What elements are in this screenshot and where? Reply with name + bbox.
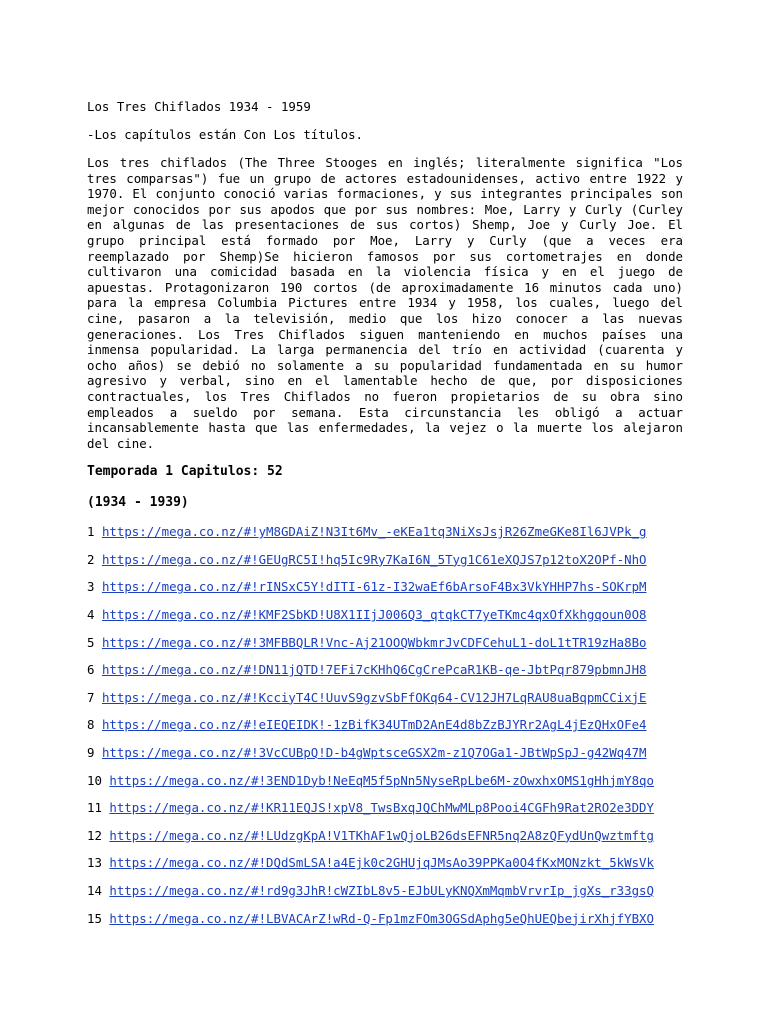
list-item — [87, 910, 683, 938]
episode-link[interactable]: https://mega.co.nz/#!LBVACArZ!wRd-Q-Fp1mzFOm3OGSdAphg5eQhUEQbejirXhjfYBXO — [109, 910, 654, 926]
episode-link[interactable]: https://mega.co.nz/#!KR11EQJS!xpV8_TwsBxqJQChMwMLp8Pooi4CGFh9Rat2RO2e3DDY — [109, 800, 654, 816]
document-page — [87, 98, 683, 937]
episode-link[interactable]: https://mega.co.nz/#!rd9g3JhR!cWZIbL8v5-EJbULyKNQXmMqmbVrvrIp_jgXs_r33gsQ — [109, 883, 654, 898]
list-item — [87, 578, 683, 606]
episode-number: 9 — [87, 745, 95, 761]
episode-number: 10 — [87, 772, 102, 788]
episode-link[interactable]: https://mega.co.nz/#!DQdSmLSA!a4Ejk0c2GHUjqJMsAo39PPKa0O4fKxMONzkt_5kWsVk — [109, 855, 654, 871]
episode-number: 1 — [87, 524, 95, 540]
document-subtitle: -Los capítulos están Con Los títulos. — [87, 127, 364, 142]
episode-link[interactable]: https://mega.co.nz/#!KMF2SbKD!U8X1IIjJ006Q3_qtqkCT7yeTKmc4qxOfXkhgqoun0O8 — [101, 607, 647, 623]
list-item — [87, 772, 683, 800]
episode-number: 4 — [87, 607, 95, 623]
episode-link[interactable]: https://mega.co.nz/#!eIEQEIDK!-1zBifK34UTmD2AnE4d8bZzBJYRr2AgL4jEzQHxOFe4 — [101, 717, 647, 733]
episode-number: 11 — [87, 800, 102, 816]
list-item — [87, 882, 683, 910]
episode-number: 3 — [87, 579, 95, 595]
season-years: (1934 - 1939) — [87, 495, 189, 511]
episode-link[interactable]: https://mega.co.nz/#!KcciyT4C!UuvS9gzvSbFfOKq64-CV12JH7LqRAU8uaBqpmCCixjE — [101, 689, 647, 705]
list-item — [87, 661, 683, 689]
episode-number: 15 — [87, 910, 102, 926]
episode-number: 5 — [87, 634, 95, 650]
episode-link[interactable]: https://mega.co.nz/#!GEUgRC5I!hq5Ic9Ry7KaI6N_5Tyg1C61eXQJS7p12toX2OPf-NhO — [101, 551, 647, 567]
document-title: Los Tres Chiflados 1934 - 1959 — [87, 99, 311, 114]
episode-link-list — [87, 523, 683, 937]
episode-number: 2 — [87, 551, 95, 567]
list-item — [87, 744, 683, 772]
episode-number: 14 — [87, 883, 102, 898]
episode-number: 7 — [87, 689, 95, 705]
episode-link[interactable]: https://mega.co.nz/#!yM8GDAiZ!N3It6Mv_-eKEa1tq3NiXsJsjR26ZmeGKe8Il6JVPk_g — [101, 524, 647, 540]
episode-link[interactable]: https://mega.co.nz/#!3MFBBQLR!Vnc-Aj21OOQWbkmrJvCDFCehuL1-doL1tTR19zHa8Bo — [101, 634, 647, 650]
episode-link[interactable]: https://mega.co.nz/#!rINSxC5Y!dITI-61z-I32waEf6bArsoF4Bx3VkYHHP7hs-SOKrpM — [101, 579, 647, 595]
list-item — [87, 551, 683, 579]
list-item — [87, 827, 683, 855]
episode-number: 12 — [87, 827, 102, 843]
episode-link[interactable]: https://mega.co.nz/#!3VcCUBpQ!D-b4gWptsceGSX2m-z1Q7OGa1-JBtWpSpJ-g42Wq47M — [101, 745, 647, 761]
list-item — [87, 606, 683, 634]
episode-link[interactable]: https://mega.co.nz/#!LUdzgKpA!V1TKhAF1wQjoLB26dsEFNR5nq2A8zQFydUnQwztmftg — [109, 827, 654, 843]
episode-link[interactable]: https://mega.co.nz/#!DN11jQTD!7EFi7cKHhQ6CgCrePcaR1KB-qe-JbtPqr879pbmnJH8 — [101, 662, 647, 678]
episode-number: 8 — [87, 717, 95, 733]
list-item — [87, 854, 683, 882]
list-item — [87, 799, 683, 827]
episode-number: 6 — [87, 662, 95, 678]
description-paragraph: Los tres chiflados (The Three Stooges en inglés; literalmente significa "Los tres comparsas") fue un grupo de actores estadounidenses, activo entre 1922 y 1970. El conjunto conoció varias formaciones, y sus integrantes principales son mejor conocidos por sus apodos que por sus nombres: Moe, Larry y Curly (Curley en algunas de las presentaciones de sus cortos) Shemp, Joe y Curly Joe. El grupo principal está formado por Moe, Larry y Curly (que a veces era reemplazado por Shemp)Se hicieron famosos por sus cortometrajes en donde cultivaron una comicidad basada en la violencia física y en el juego de apuestas. Protagonizaron 190 cortos (de aproximadamente 16 minutos cada uno) para la empresa Columbia Pictures entre 1934 y 1958, los cuales, luego del cine, pasaron a la televisión, medio que los hizo conocer a las nuevas generaciones. Los Tres Chiflados siguen manteniendo en muchos países una inmensa popularidad. La larga permanencia del trío en actividad (cuarenta y ocho años) se debió no solamente a su popularidad fundamentada en su humor agresivo y verbal, sino en el lamentable hecho de que, por disposiciones contractuales, los Tres Chiflados no fueron propietarios de su obra sino empleados a sueldo por semana. Esta circunstancia les obligó a actuar incansablemente hasta que las enfermedades, la vejez o la muerte los alejaron del cine. — [87, 155, 683, 451]
season-heading: Temporada 1 Capitulos: 52 — [87, 464, 283, 480]
list-item — [87, 689, 683, 717]
list-item — [87, 716, 683, 744]
episode-link[interactable]: https://mega.co.nz/#!3END1Dyb!NeEqM5f5pNn5NyseRpLbe6M-zOwxhxOMS1gHhjmY8qo — [109, 772, 654, 788]
list-item — [87, 634, 683, 662]
episode-number: 13 — [87, 855, 102, 871]
list-item — [87, 523, 683, 551]
